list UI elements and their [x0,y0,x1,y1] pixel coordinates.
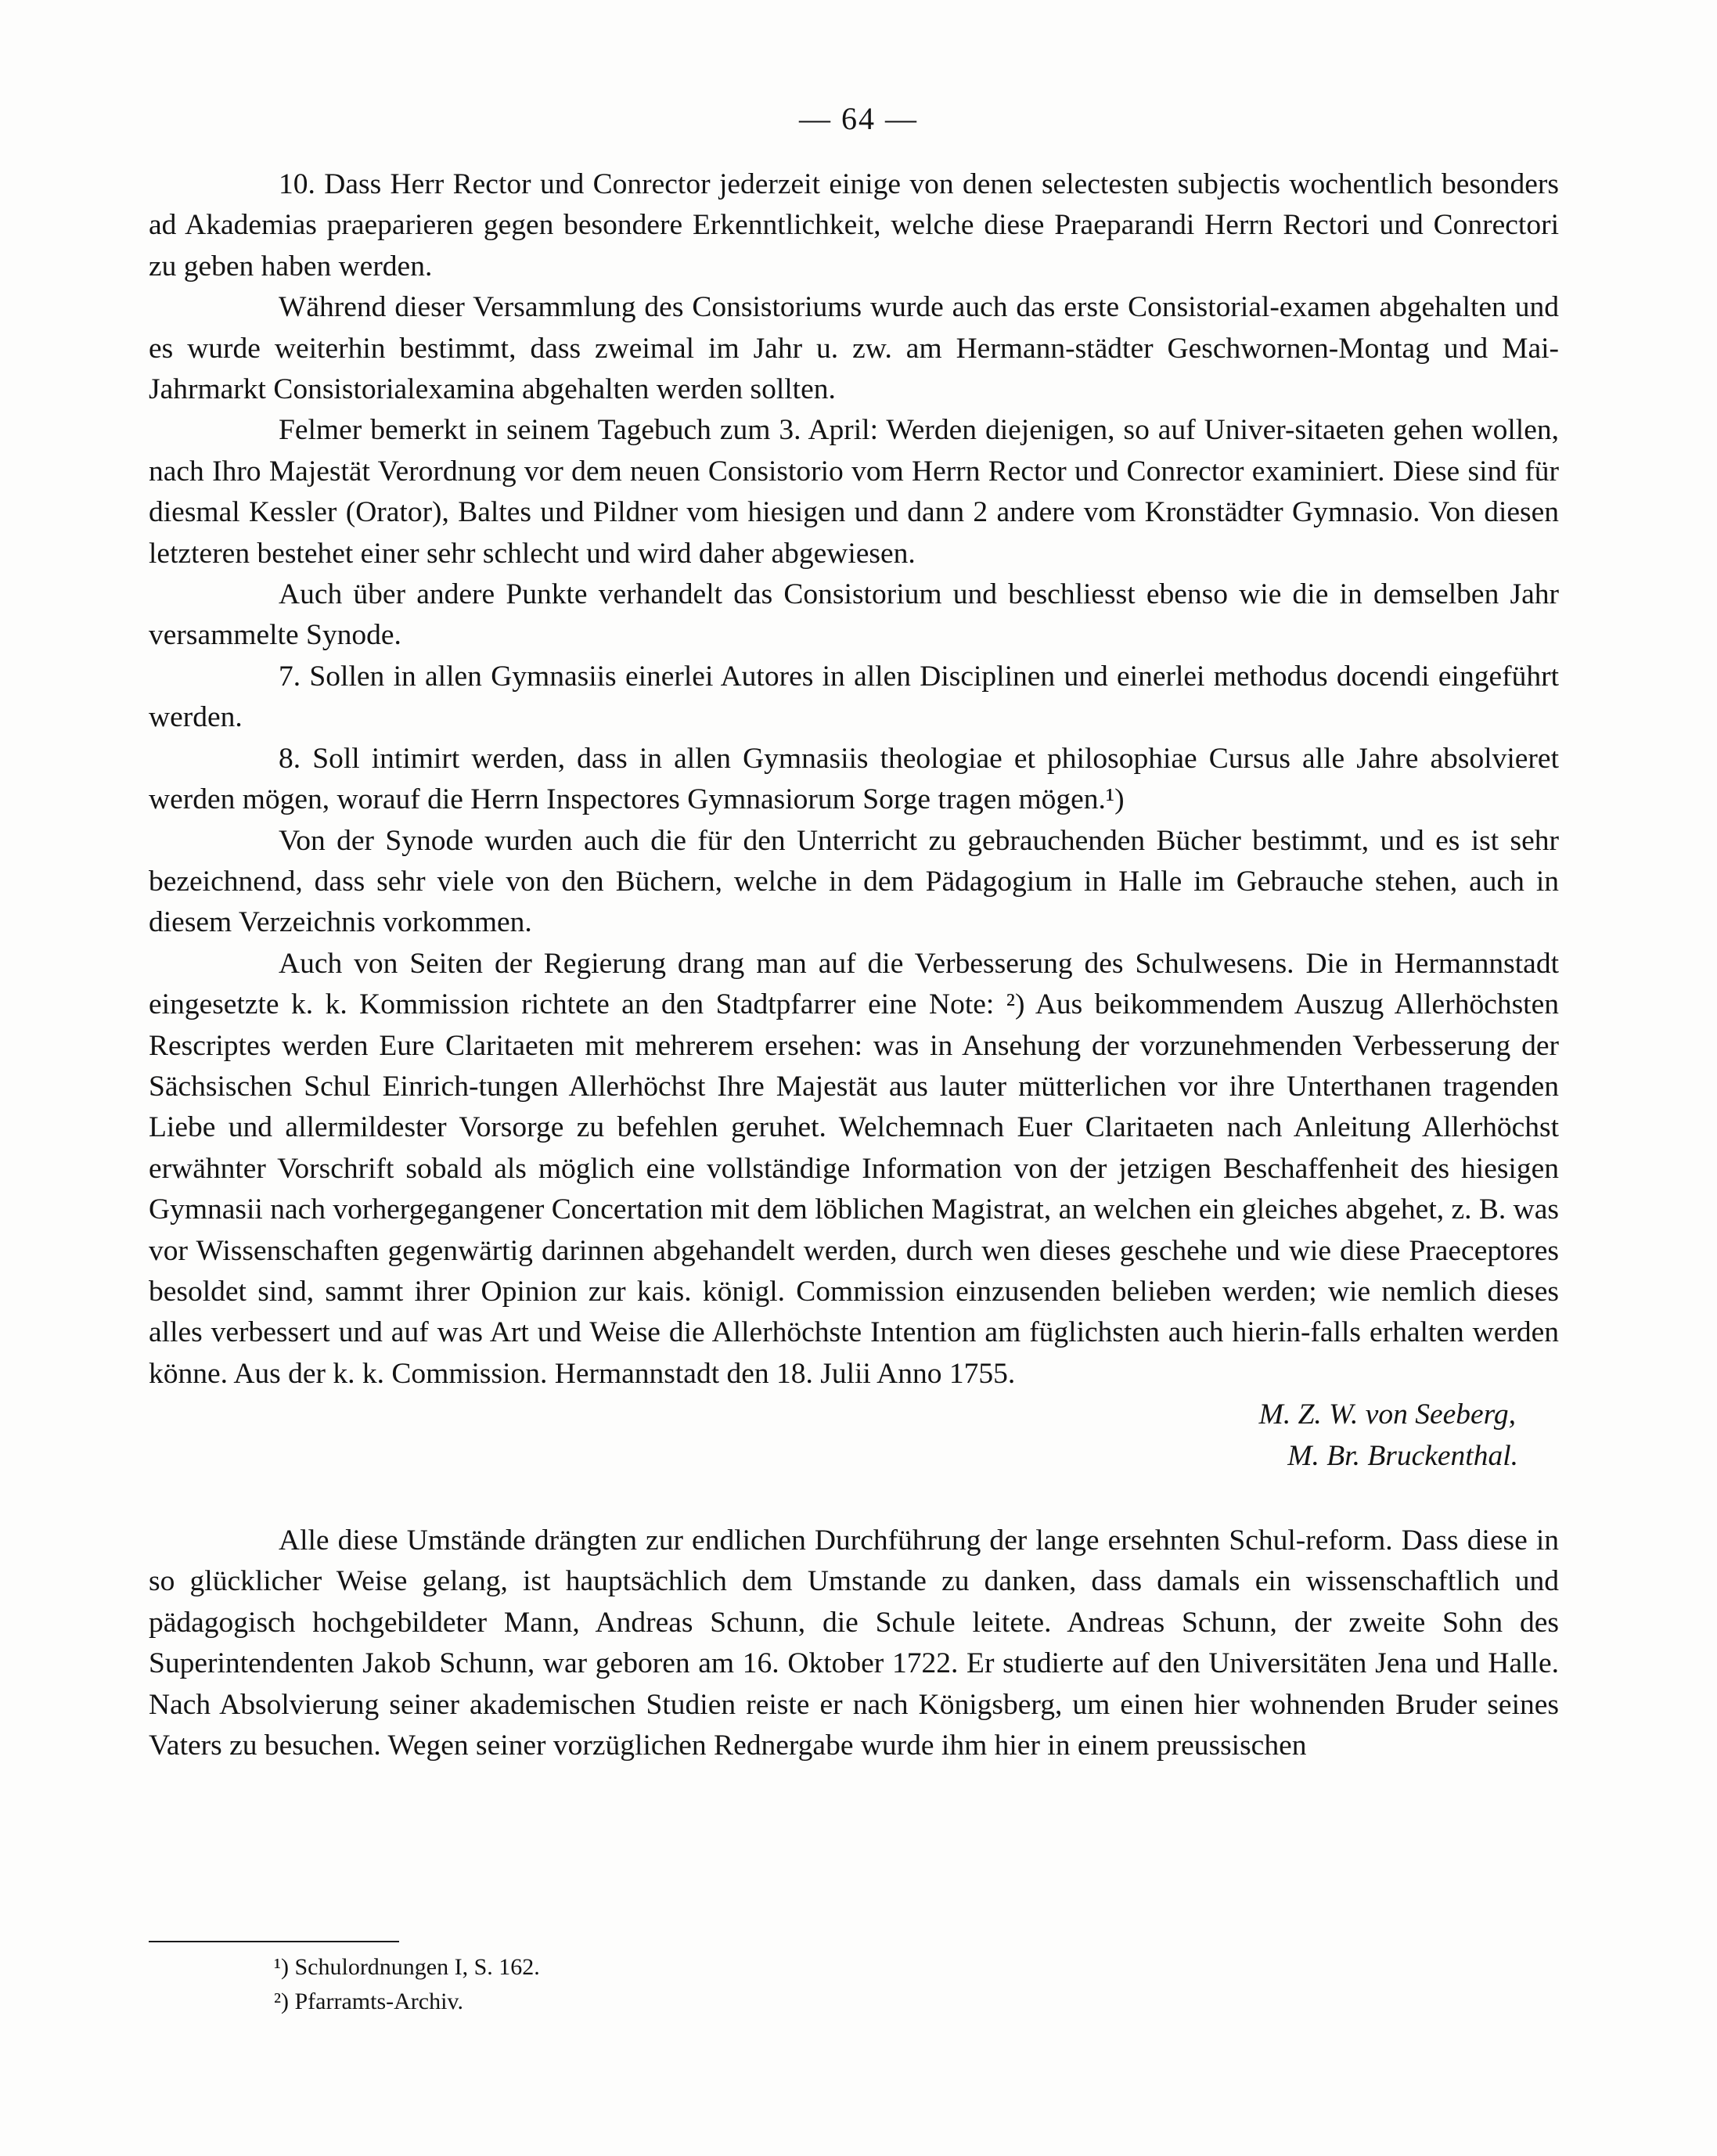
paragraph-synod-books: Von der Synode wurden auch die für den Unterricht zu gebrauchenden Bücher bestimmt, und es ist sehr bezeichnend, dass sehr viele von den Büchern, welche in dem Pädagogium in Halle im Gebrauche stehen, auch in diesem Verzeichnis vorkommen. [149,824,1559,939]
paragraph-school-reform: Alle diese Umstände drängten zur endlichen Durchführung der lange ersehnten Schul-reform. Dass diese in so glücklicher Weise gelang, ist hauptsächlich dem Umstande zu danken, dass damals ein wissenschaftlich und pädagogisch hochgebildeter Mann, Andreas Schunn, die Schule leitete. Andreas Schunn, der zweite Sohn des Superintendenten Jakob Schunn, war geboren am 16. Oktober 1722. Er studierte auf den Universitäten Jena und Halle. Nach Absolvierung seiner akademischen Studien reiste er nach Königsberg, um einen hier wohnenden Bruder seines Vaters zu besuchen. Wegen seiner vorzüglichen Rednergabe wurde ihm hier in einem preussischen [149,1524,1559,1762]
footnote-1: ¹) Schulordnungen I, S. 162. [274,1954,540,1980]
paragraph-point-8: 8. Soll intimirt werden, dass in allen Gymnasiis theologiae et philosophiae Cursus alle Jahre absolvieret werden mögen, worauf die Herrn Inspectores Gymnasiorum Sorge tragen mögen.¹) [149,742,1559,816]
section-gap [149,1477,1559,1521]
paragraph-consistorial-examen: Während dieser Versammlung des Consistoriums wurde auch das erste Consistorial-examen abgehalten und es wurde weiterhin bestimmt, dass zweimal im Jahr u. zw. am Hermann-städter Geschwornen-Montag und Mai-Jahrmarkt Consistorialexamina abgehalten werden sollten. [149,291,1559,406]
footnote-divider [149,1941,399,1942]
paragraph-point-10: 10. Dass Herr Rector und Conrector jederzeit einige von denen selectesten subjectis wochentlich besonders ad Akademias praeparieren gegen besondere Erkenntlichkeit, welche diese Praeparandi Herrn Rectori und Conrectori zu geben haben werden. [149,168,1559,283]
signature-bruckenthal: M. Br. Bruckenthal. [1287,1439,1518,1472]
footnotes [274,1950,540,2019]
paragraph-other-points: Auch über andere Punkte verhandelt das Consistorium und beschliesst ebenso wie die in demselben Jahr versammelte Synode. [149,578,1559,652]
page-number: — 64 — [799,101,918,136]
body-text [149,164,1559,1766]
signature-seeberg: M. Z. W. von Seeberg, [1258,1398,1516,1431]
paragraph-point-7: 7. Sollen in allen Gymnasiis einerlei Autores in allen Disciplinen und einerlei methodus docendi eingeführt werden. [149,660,1559,734]
footnote-2: ²) Pfarramts-Archiv. [274,1989,463,2014]
signature-block [149,1395,1559,1477]
paragraph-felmer-diary: Felmer bemerkt in seinem Tagebuch zum 3. April: Werden diejenigen, so auf Univer-sitaeten gehen wollen, nach Ihro Majestät Verordnung vor dem neuen Consistorio vom Herrn Rector und Conrector examiniert. Diese sind für diesmal Kessler (Orator), Baltes und Pildner vom hiesigen und dann 2 andere vom Kronstädter Gymnasio. Von diesen letzteren bestehet einer sehr schlecht und wird daher abgewiesen. [149,414,1559,570]
paragraph-commission-note: Auch von Seiten der Regierung drang man auf die Verbesserung des Schulwesens. Die in Hermannstadt eingesetzte k. k. Kommission richtete an den Stadtpfarrer eine Note: ²) Aus beikommendem Auszug Allerhöchsten Rescriptes werden Eure Claritaeten mit mehrerem ersehen: was in Ansehung der vorzunehmenden Verbesserung der Sächsischen Schul Einrich-tungen Allerhöchst Ihre Majestät aus lauter mütterlichen vor ihre Unterthanen tragenden Liebe und allermildester Vorsorge zu befehlen geruhet. Welchemnach Euer Claritaeten nach Anleitung Allerhöchst erwähnter Vorschrift sobald als möglich eine vollständige Information von der jetzigen Beschaffenheit des hiesigen Gymnasii nach vorhergegangener Concertation mit dem löblichen Magistrat, an welchen ein gleiches abgehet, z. B. was vor Wissenschaften gegenwärtig darinnen abgehandelt werden, durch wen dieses geschehe und wie diese Praeceptores besoldet sind, sammt ihrer Opinion zur kais. königl. Commission einzusenden belieben werden; wie nemlich dieses alles verbessert und auf was Art und Weise die Allerhöchste Intention am füglichsten auch hierin-falls erhalten werden könne. Aus der k. k. Commission. Hermannstadt den 18. Julii Anno 1755. [149,947,1559,1390]
